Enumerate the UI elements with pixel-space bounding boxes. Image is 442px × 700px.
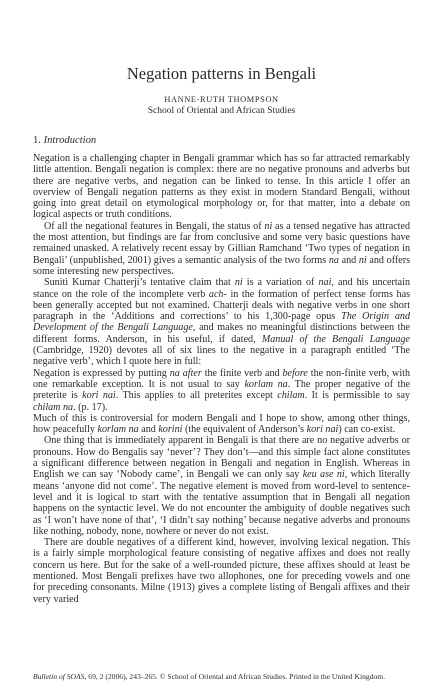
paragraph-4: Much of this is controversial for modern Bengali and I hope to show, among other things, how peacefully korlam na and korini (the equivalent of Anderson’s kori nai) can co-exist. xyxy=(33,412,410,436)
paragraph-3: Suniti Kumar Chatterji’s tentative claim that ni is a variation of nai, and his uncertain stance on the role of the incomplete verb ach- in the formation of perfect tense forms has been generally accepted but not examined. Chatterji deals with negative verbs in one short paragraph in the ‘Additions and corrections’ to his 1,300-page opus The Origin and Development of the Bengali Language, and makes no meaningful distinctions between the different forms. Anderson, in his useful, if dated, Manual of the Bengali Language (Cambridge, 1920) devotes all of six lines to the negative in a paragraph entitled ‘The negative verb’, which I quote here in full: xyxy=(33,277,411,368)
author-name: HANNE-RUTH THOMPSON xyxy=(164,95,279,104)
page-footer xyxy=(33,672,410,681)
journal-citation: , 69, 2 (2006), 243–265. © School of Oriental and African Studies. Printed in the United Kingdom. xyxy=(84,672,386,681)
paragraph-2: Of all the negational features in Bengali, the status of ni as a tensed negative has attracted the most attention, but findings are far from conclusive and some very basic questions have remained unasked. A relatively recent essay by Gillian Ramchand ‘Two types of negation in Bengali’ (unpublished, 2001) gives a semantic analysis of the two forms na and ni and offers some interesting new perspectives. xyxy=(33,220,411,277)
article-title: Negation patterns in Bengali xyxy=(126,64,317,83)
section-title: Introduction xyxy=(43,135,97,146)
section-number: 1. xyxy=(33,135,41,146)
journal-name: Bulletin of SOAS xyxy=(33,672,85,681)
paragraph-5: One thing that is immediately apparent in Bengali is that there are no negative adverbs or pronouns. How do Bengalis say ‘never’? They don’t—and this simple fact alone constitutes a significant difference between negation in Bengali and negation in English. Whereas in English we can say ‘Nobody came’, in Bengali we can only say keu ase ni, which literally means ‘anyone did not come’. The negative element is moved from word-level to sentence-level and it is logical to start with the tentative assumption that in Bengali all negation happens on the syntactic level. We do not encounter the ambiguity of double negatives such as ‘I won’t have none of that’, ‘I didn’t say nothing’ because negative adverbs and pronouns like nothing, nobody, none, nowhere or never do not exist. xyxy=(33,435,410,537)
paragraph-6: There are double negatives of a different kind, however, involving lexical negation. This is a fairly simple morphological feature consisting of negative affixes and does not really concern us here. But for the sake of a well-rounded picture, these affixes should at least be mentioned. Most Bengali prefixes have two allophones, one for preceding vowels and one for preceding consonants. Milne (1913) gives a complete listing of Bengali affixes and their very varied xyxy=(33,537,410,605)
block-quote: Negation is expressed by putting na after the finite verb and before the non-finite verb, with one remarkable exception. It is not usual to say korlam na. The proper negative of the preterite is kori nai. This applies to all preterites except chilam. It is permissible to say chilam na. (p. 17). xyxy=(33,367,411,413)
paragraph-1: Negation is a challenging chapter in Bengali grammar which has so far attracted remarkably little attention. Bengali negation is complex: there are no negative pronouns and adverbs but there are negative verbs, and negation can be linked to tense. In this article I offer an overview of Bengali negation patterns as they exist in modern Standard Bengali, without going into great detail on etymological morphology or, for that matter, into a debate on logical aspects or truth conditions. xyxy=(33,153,410,221)
section-heading xyxy=(33,135,410,147)
author-affiliation: School of Oriental and African Studies xyxy=(147,106,296,116)
